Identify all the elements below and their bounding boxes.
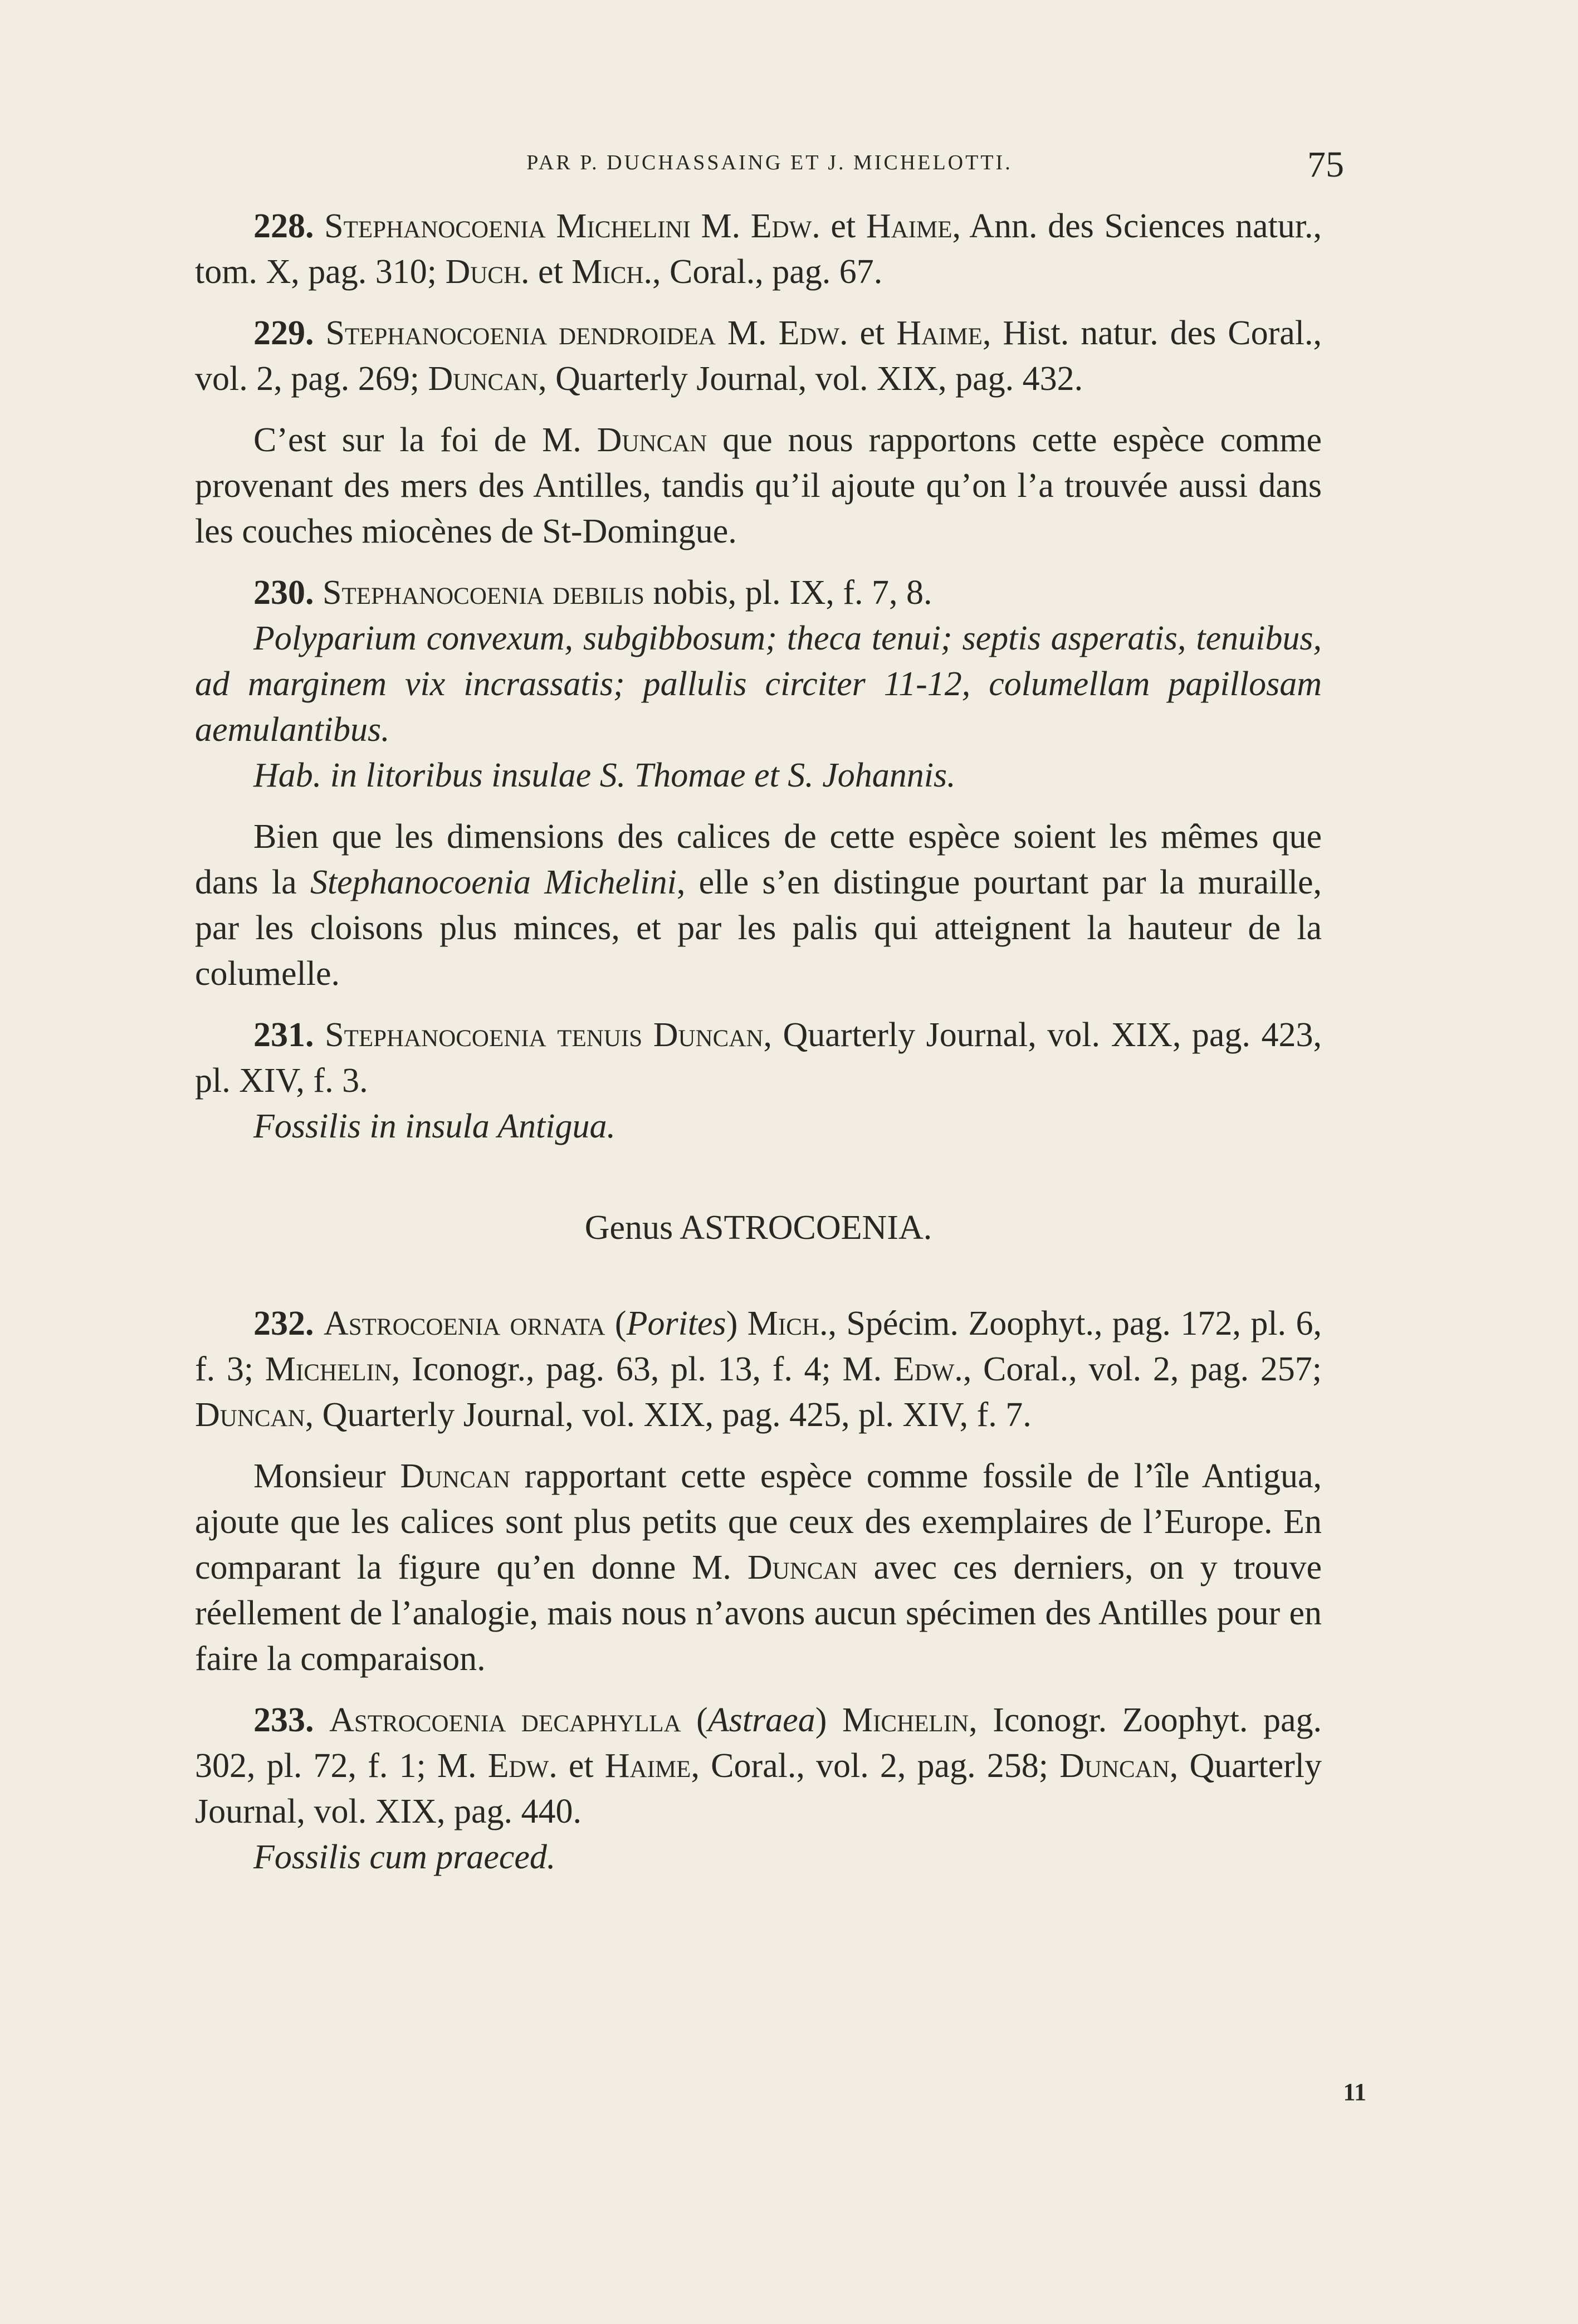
- species-name: Stephanocoenia dendroidea: [325, 314, 716, 352]
- author-haime: Haime: [604, 1747, 691, 1785]
- author-duncan: Duncan: [597, 421, 707, 459]
- paragraph-text: C’est sur la foi de M.: [253, 421, 597, 459]
- citation-text: (: [681, 1701, 708, 1739]
- citation-text: et: [848, 314, 897, 352]
- citation-text: , Quarterly Journal, vol. XIX, pag. 432.: [538, 360, 1083, 398]
- author-edw: Edw.: [778, 314, 848, 352]
- species-name: Astrocoenia ornata: [323, 1305, 605, 1342]
- author-edw: Edw.: [487, 1747, 558, 1785]
- author-haime: Haime: [866, 207, 952, 245]
- author-mich: Mich.: [571, 253, 652, 291]
- species-name: Stephanocoenia Michelini: [324, 207, 691, 245]
- citation-text: , Quarterly Journal, vol. XIX, pag. 425, pl. XIV, f. 7.: [305, 1396, 1032, 1434]
- citation-text: , Quarterly Journal, vol. XIX, pag. 423, pl. XIV, f. 3.: [195, 1016, 1322, 1100]
- entry-number: 229.: [253, 314, 314, 352]
- citation-text: et: [820, 207, 866, 245]
- citation-text: nobis, pl. IX, f. 7, 8.: [644, 574, 932, 612]
- entry-number: 232.: [253, 1305, 314, 1342]
- paragraph-text: rapportant cette espèce comme fossile de l’île Antigua, ajoute que les calices sont plus petits que ceux des exemplaires de l’Europe. En comparant la figure qu’en donne M.: [195, 1457, 1322, 1586]
- author-mich: Mich.: [747, 1305, 828, 1342]
- entry-number: 228.: [253, 207, 314, 245]
- original-genus: Astraea: [707, 1701, 815, 1739]
- author-duncan: Duncan: [428, 360, 539, 398]
- citation-text: , Iconogr. Zoophyt. pag. 302, pl. 72, f. 1; M.: [195, 1701, 1322, 1785]
- species-name: Astrocoenia decaphylla: [329, 1701, 681, 1739]
- paragraph-text: Bien que les dimensions des calices de cette espèce soient les mêmes que dans la: [195, 818, 1322, 901]
- entry-number: 230.: [253, 574, 314, 612]
- paragraph-232: [195, 1453, 1322, 1682]
- signature-mark: 11: [1343, 2078, 1366, 2106]
- locality: Fossilis in insula Antigua.: [253, 1107, 615, 1145]
- species-reference: Stephanocoenia Michelini: [310, 863, 677, 901]
- latin-diagnosis: Polyparium convexum, subgibbosum; theca tenui; septis asperatis, tenuibus, ad marginem vix incrassatis; pallulis circiter 11-12, columellam papillosam aemulantibus.: [195, 619, 1322, 749]
- citation-text: , Coral., vol. 2, pag. 258;: [691, 1747, 1060, 1785]
- author-haime: Haime: [896, 314, 983, 352]
- author-duncan: Duncan: [747, 1549, 858, 1586]
- citation-text: , Coral., pag. 67.: [652, 253, 883, 291]
- entry-number: 231.: [253, 1016, 314, 1054]
- paragraph-229: [195, 417, 1322, 554]
- author-edw: Edw.: [750, 207, 820, 245]
- entry-229: [195, 310, 1322, 402]
- page-body: [195, 203, 1322, 1880]
- entry-number: 233.: [253, 1701, 314, 1739]
- species-name: Stephanocoenia debilis: [323, 574, 644, 612]
- citation-text: ): [726, 1305, 748, 1342]
- author-michelin: Michelin: [842, 1701, 969, 1739]
- citation-text: M.: [690, 207, 751, 245]
- entry-232: [195, 1301, 1322, 1438]
- paragraph-text: que nous rapportons cette espèce comme provenant des mers des Antilles, tandis qu’il ajoute qu’on l’a trouvée aussi dans les couches miocènes de St-Domingue.: [195, 421, 1322, 550]
- citation-text: et: [529, 253, 572, 291]
- citation-text: , Coral., vol. 2, pag. 257;: [963, 1350, 1322, 1388]
- entry-233: [195, 1697, 1322, 1834]
- paragraph-text: avec ces derniers, on y trouve réellement de l’analogie, mais nous n’avons aucun spécimen des Antilles pour en faire la comparaison.: [195, 1549, 1322, 1678]
- citation-text: , Hist. natur. des Coral., vol. 2, pag. 269;: [195, 314, 1322, 398]
- author-duncan: Duncan: [1059, 1747, 1170, 1785]
- citation-text: ): [815, 1701, 842, 1739]
- entry-231: [195, 1012, 1322, 1104]
- entry-228: [195, 203, 1322, 295]
- author-duncan: Duncan: [400, 1457, 510, 1495]
- author-edw: Edw.: [893, 1350, 963, 1388]
- citation-text: et: [557, 1747, 605, 1785]
- author-michelin: Michelin: [265, 1350, 392, 1388]
- page-header: [195, 144, 1344, 189]
- citation-text: M.: [715, 314, 779, 352]
- species-name: Stephanocoenia tenuis: [325, 1016, 643, 1054]
- paragraph-text: , elle s’en distingue pourtant par la muraille, par les cloisons plus minces, et par les palis qui atteignent la hauteur de la columelle.: [195, 863, 1322, 993]
- genus-heading: Genus ASTROCOENIA.: [584, 1209, 932, 1247]
- citation-text: (: [605, 1305, 627, 1342]
- paragraph-230: [195, 814, 1322, 997]
- citation-text: , Ann. des Sciences natur., tom. X, pag. 310;: [195, 207, 1322, 291]
- page-number: 75: [1307, 144, 1344, 185]
- citation-text: , Spécim. Zoophyt., pag. 172, pl. 6, f. 3;: [195, 1305, 1322, 1388]
- habitat: Hab. in litoribus insulae S. Thomae et S. Johannis.: [253, 756, 956, 794]
- original-genus: Porites: [626, 1305, 726, 1342]
- author-duncan: Duncan: [653, 1016, 764, 1054]
- locality: Fossilis cum praeced.: [253, 1838, 556, 1876]
- author-duncan: Duncan: [195, 1396, 305, 1434]
- citation-text: , Quarterly Journal, vol. XIX, pag. 440.: [195, 1747, 1322, 1830]
- entry-230: [195, 570, 1322, 616]
- citation-text: [642, 1016, 653, 1054]
- citation-text: , Iconogr., pag. 63, pl. 13, f. 4; M.: [391, 1350, 893, 1388]
- paragraph-text: Monsieur: [253, 1457, 400, 1495]
- running-head: PAR P. DUCHASSAING ET J. MICHELOTTI.: [526, 151, 1013, 174]
- author-duch: Duch.: [445, 253, 530, 291]
